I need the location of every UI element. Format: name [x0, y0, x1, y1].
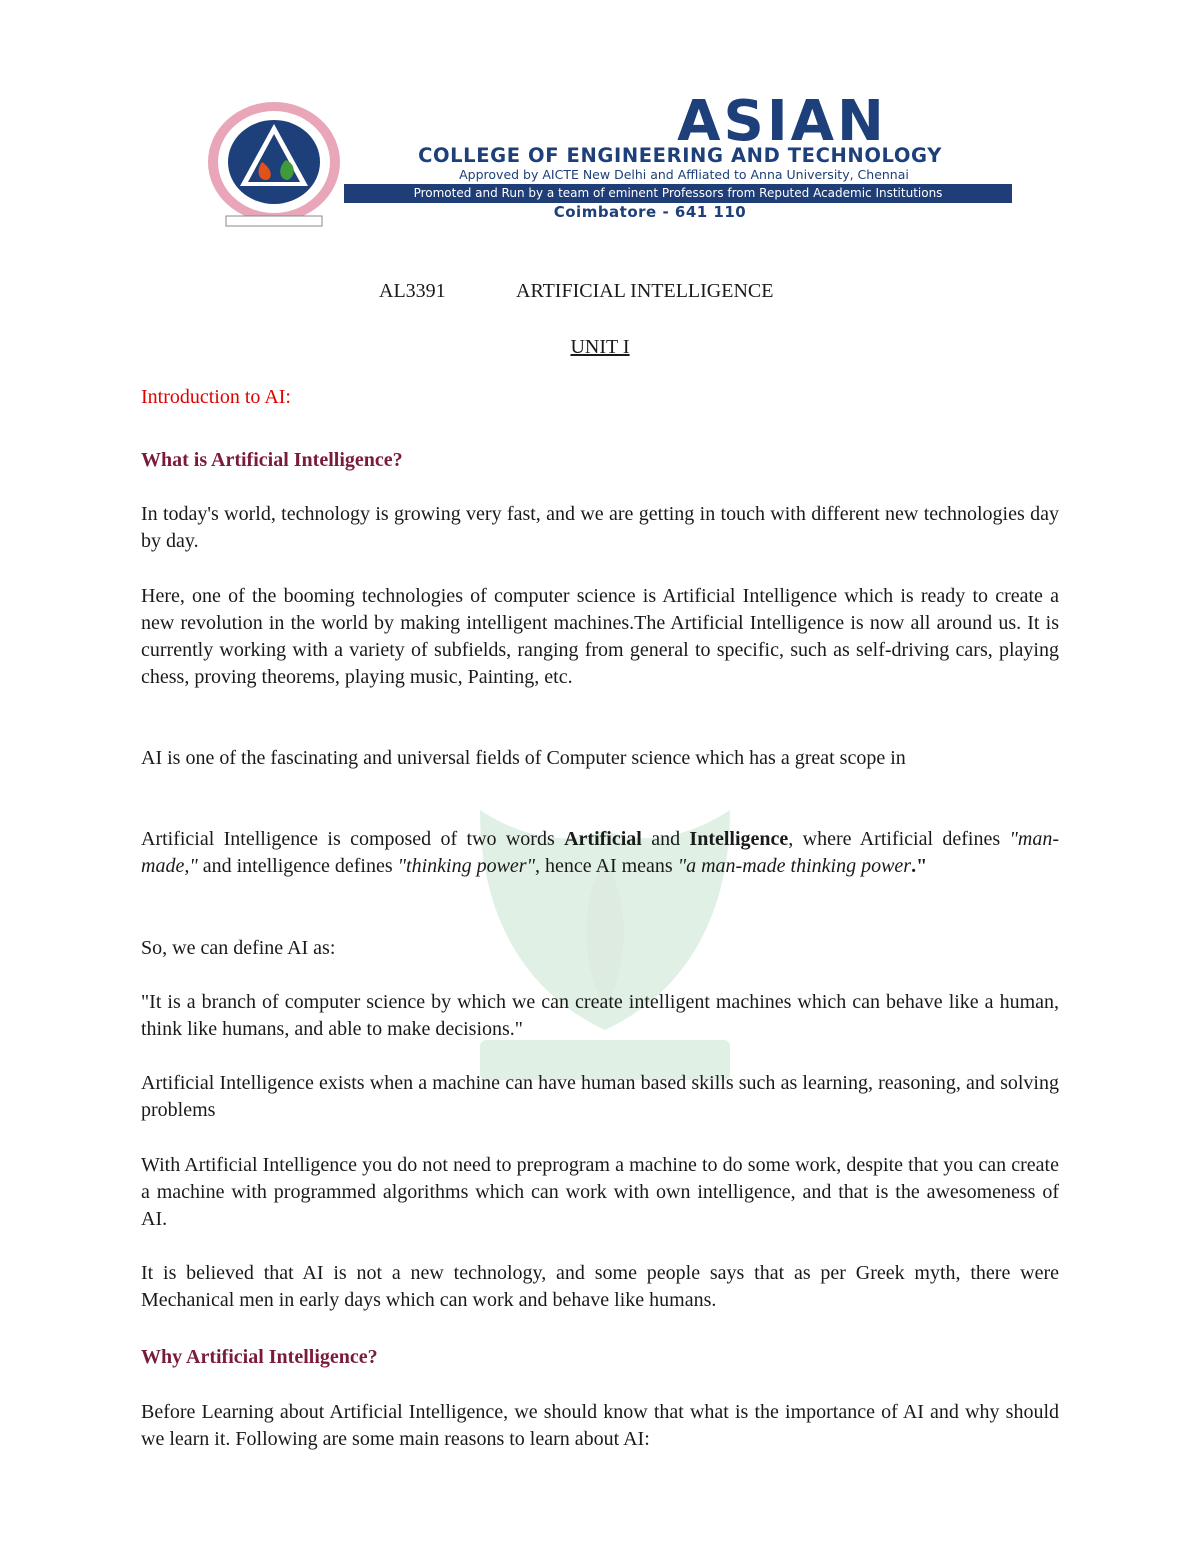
ai-definition-quote: "It is a branch of computer science by which we can create intelligent machines which can behave like a human, think like humans, and able to make decisions." — [141, 991, 1059, 1040]
italic-term: "thinking power" — [397, 855, 535, 877]
section-heading-why-ai: Why Artificial Intelligence? — [141, 1346, 378, 1368]
approval-line: Approved by AICTE New Delhi and Affliated to Anna University, Chennai — [459, 167, 909, 182]
course-code: AL3391 — [379, 280, 446, 302]
paragraph-definition-words — [141, 826, 1059, 880]
paragraph: Before Learning about Artificial Intelligence, we should know that what is the importance of AI and why should we learn it. Following are some main reasons to learn about AI: — [141, 1401, 1059, 1450]
bold-term: Artificial — [564, 828, 642, 850]
section-heading-what-is-ai: What is Artificial Intelligence? — [141, 449, 403, 471]
paragraph: It is believed that AI is not a new technology, and some people says that as per Greek myth, there were Mechanical men in early days which can work and behave like humans. — [141, 1262, 1059, 1311]
logo-text: ASIAN — [677, 89, 887, 154]
paragraph: Here, one of the booming technologies of computer science is Artificial Intelligence which is ready to create a new revolution in the world by making intelligent machines.The Artificial Intelligence is now all around us. It is currently working with a variety of subfields, ranging from general to specific, such as self-driving cars, playing chess, proving theorems, playing music, Painting, etc. — [141, 585, 1059, 688]
course-name: ARTIFICIAL INTELLIGENCE — [516, 280, 774, 302]
text-run: and — [641, 828, 690, 850]
intro-heading: Introduction to AI: — [141, 386, 291, 408]
text-run: , hence AI means — [534, 855, 678, 877]
college-seal-icon — [204, 100, 344, 230]
city-line: Coimbatore - 641 110 — [553, 203, 747, 221]
paragraph: So, we can define AI as: — [141, 937, 336, 959]
italic-term: "a man-made thinking power — [677, 855, 912, 877]
text-run: and intelligence defines — [197, 855, 398, 877]
paragraph: Artificial Intelligence exists when a machine can have human based skills such as learning, reasoning, and solving problems — [141, 1072, 1059, 1121]
paragraph: In today's world, technology is growing very fast, and we are getting in touch with different new technologies day by day. — [141, 503, 1059, 552]
italic-term: "man-made," — [141, 828, 1059, 877]
text-run: , where Artificial defines — [788, 828, 1010, 850]
paragraph: With Artificial Intelligence you do not need to preprogram a machine to do some work, despite that you can create a machine with programmed algorithms which can work with own intelligence, and that is the awesomeness of AI. — [141, 1154, 1059, 1230]
unit-title: UNIT I — [570, 336, 630, 358]
paragraph: AI is one of the fascinating and universal fields of Computer science which has a great scope in — [141, 747, 906, 769]
promoted-banner: Promoted and Run by a team of eminent Professors from Reputed Academic Institutions — [344, 184, 1012, 203]
text-run: ." — [911, 855, 928, 877]
text-run: Artificial Intelligence is composed of two words — [141, 828, 565, 850]
letterhead — [200, 89, 1020, 231]
college-name: COLLEGE OF ENGINEERING AND TECHNOLOGY — [418, 144, 942, 167]
course-title-line — [0, 280, 1200, 306]
bold-term: Intelligence — [689, 828, 789, 850]
